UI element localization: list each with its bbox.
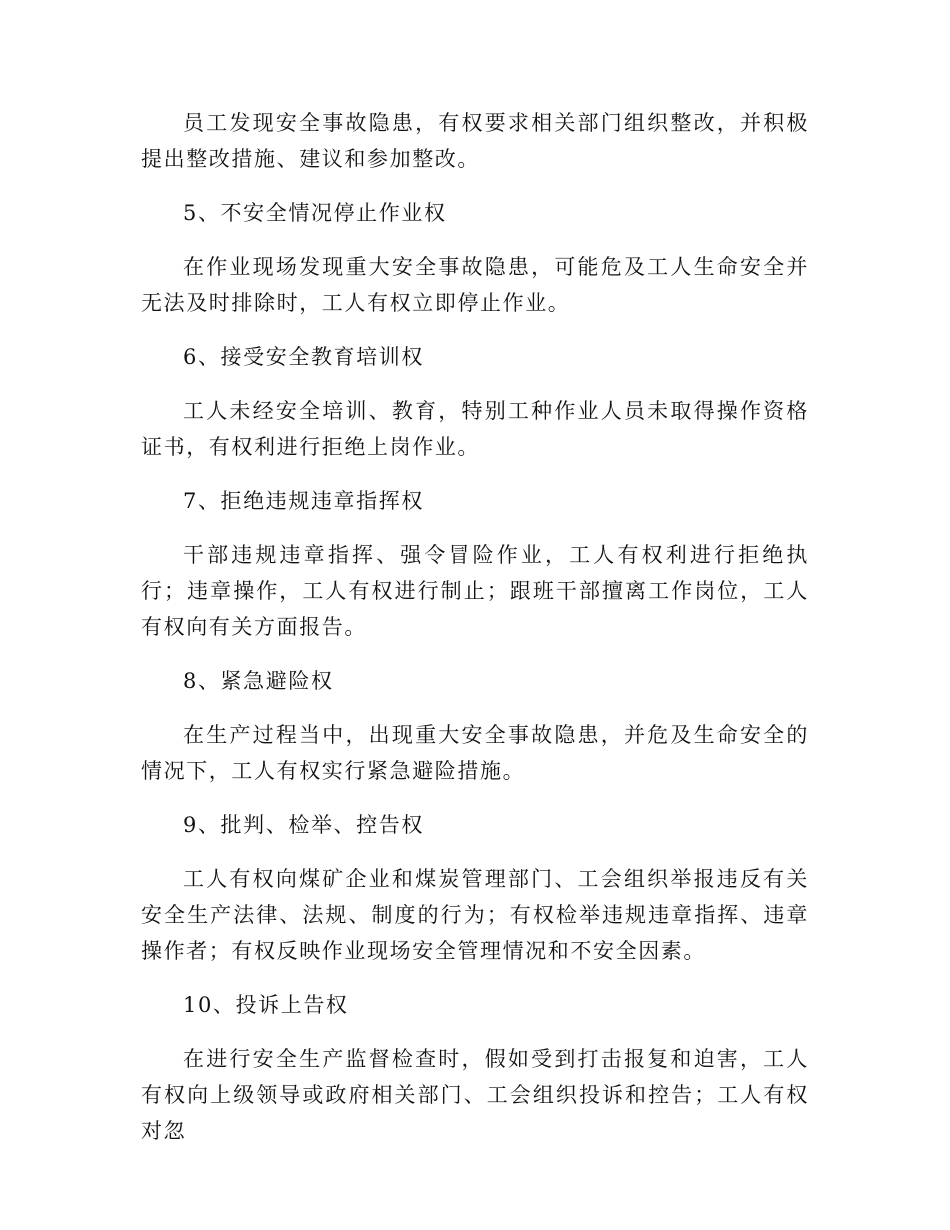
heading-refuse-violation-right: 7、拒绝违规违章指挥权: [183, 489, 424, 513]
paragraph-complaint-right: 在进行安全生产监督检查时，假如受到打击报复和迫害，工人有权向上级领导或政府相关部门、工会组织投诉和控告；工人有权对忽: [141, 1047, 809, 1143]
heading-emergency-avoidance-right: 8、紧急避险权: [183, 669, 334, 693]
paragraph-emergency-avoidance-right: 在生产过程当中，出现重大安全事故隐患，并危及生命安全的情况下，工人有权实行紧急避险措施。: [141, 723, 809, 783]
heading-training-right: 6、接受安全教育培训权: [183, 345, 424, 369]
paragraph-training-right: 工人未经安全培训、教育，特别工种作业人员未取得操作资格证书，有权利进行拒绝上岗作业。: [141, 399, 809, 459]
heading-stop-work-right: 5、不安全情况停止作业权: [183, 201, 447, 225]
heading-criticism-report-right: 9、批判、检举、控告权: [183, 813, 424, 837]
heading-complaint-right: 10、投诉上告权: [183, 993, 349, 1017]
paragraph-stop-work-right: 在作业现场发现重大安全事故隐患，可能危及工人生命安全并无法及时排除时，工人有权立即停止作业。: [141, 255, 809, 315]
paragraph-rectification-rights: 员工发现安全事故隐患，有权要求相关部门组织整改，并积极提出整改措施、建议和参加整改。: [141, 111, 809, 171]
paragraph-criticism-report-right: 工人有权向煤矿企业和煤炭管理部门、工会组织举报违反有关安全生产法律、法规、制度的行为；有权检举违规违章指挥、违章操作者；有权反映作业现场安全管理情况和不安全因素。: [141, 867, 809, 963]
paragraph-refuse-violation-right: 干部违规违章指挥、强令冒险作业，工人有权利进行拒绝执行；违章操作，工人有权进行制止；跟班干部擅离工作岗位，工人有权向有关方面报告。: [141, 543, 809, 639]
